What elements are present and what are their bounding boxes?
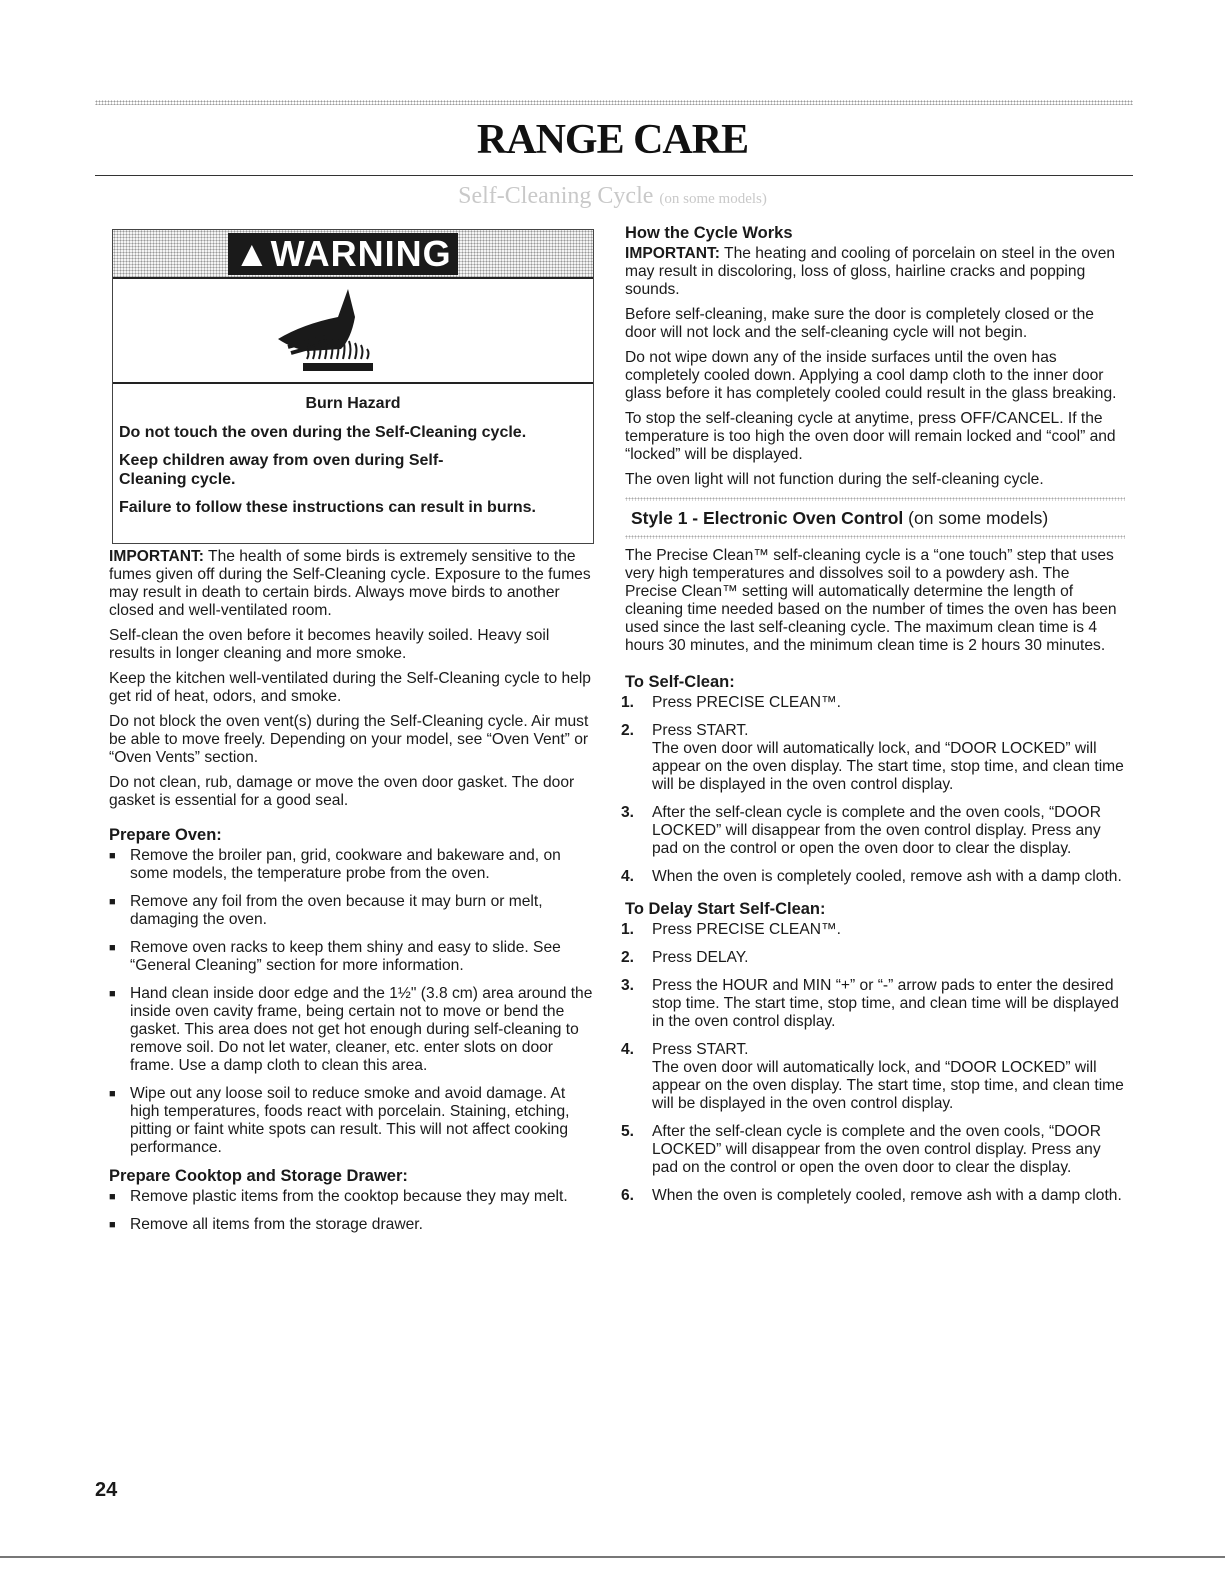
step-text: After the self-clean cycle is complete and the oven cools, “DOOR LOCKED” will disappear from the oven control display. Press any pad on the control or open the oven door to clear the display. [652, 804, 1101, 857]
paragraph: To stop the self-cleaning cycle at anytime, press OFF/CANCEL. If the temperature is too high the oven door will remain locked and “cool” and “locked” will be displayed. [625, 410, 1116, 463]
self-clean-steps [621, 694, 1125, 886]
bullet-item: ■ Remove the broiler pan, grid, cookware and bakeware and, on some models, the temperature probe from the oven. [109, 847, 594, 883]
hand-heat-icon [113, 279, 593, 382]
paragraph: Do not block the oven vent(s) during the Self-Cleaning cycle. Air must be able to move freely. Depending on your model, see “Oven Vent” or “Oven Vents” section. [109, 713, 589, 766]
prepare-cooktop-heading: Prepare Cooktop and Storage Drawer: [109, 1167, 408, 1185]
warning-line-3: Failure to follow these instructions can result in burns. [119, 499, 536, 516]
step-item [621, 1123, 1125, 1177]
page-number: 24 [95, 1479, 118, 1501]
step-number: 6. [621, 1187, 635, 1204]
step-item [621, 722, 1125, 794]
step-number: 2. [621, 722, 635, 739]
bullet-item: ■ Remove oven racks to keep them shiny and easy to slide. See “General Cleaning” section for more information. [109, 939, 594, 975]
bullet-item: ■ Hand clean inside door edge and the 1½" (3.8 cm) area around the inside oven cavity frame, being certain not to move or bend the gasket. This area does not get hot enough during self-cleaning to remove soil. Do not let water, cleaner, etc. enter slots on door frame. Use a damp cloth to clean this area. [109, 985, 594, 1075]
right-column [621, 224, 1125, 1215]
style-heading: Style 1 - Electronic Oven Control (on some models) [631, 508, 1049, 528]
burn-pictogram [113, 279, 593, 384]
warning-line-1: Do not touch the oven during the Self-Cleaning cycle. [119, 424, 527, 441]
bullet-item: ■ Wipe out any loose soil to reduce smoke and avoid damage. At high temperatures, foods react with porcelain. Staining, etching, pitting or faint white spots can result. This will not affect cooking performance. [109, 1085, 594, 1157]
warning-hazard: Burn Hazard [305, 395, 401, 412]
left-column [109, 548, 594, 1244]
self-clean-heading: To Self-Clean: [625, 673, 735, 691]
step-item [621, 1187, 1125, 1205]
step-item [621, 949, 1125, 967]
section-title-text: Self-Cleaning Cycle [458, 183, 654, 209]
step-item [621, 1041, 1125, 1113]
step-item [621, 921, 1125, 939]
step-text: Press START. [652, 1041, 749, 1058]
porcelain-important: IMPORTANT: The heating and cooling of porcelain on steel in the oven may result in discoloring, loss of gloss, hairline cracks and popping sounds. [625, 245, 1116, 298]
bottom-edge-line [0, 1556, 1225, 1558]
bullet-item: ■ Remove plastic items from the cooktop because they may melt. [109, 1188, 594, 1206]
warning-label: ▲WARNING [228, 233, 458, 275]
step-number: 4. [621, 868, 635, 885]
paragraph: Do not clean, rub, damage or move the oven door gasket. The door gasket is essential for a good seal. [109, 774, 575, 809]
delay-start-steps [621, 921, 1125, 1205]
prepare-oven-list [109, 847, 594, 1157]
dotted-separator [625, 497, 1125, 501]
step-number: 3. [621, 977, 635, 994]
bullet-item: ■ Remove any foil from the oven because it may burn or melt, damaging the oven. [109, 893, 594, 929]
how-cycle-works-heading: How the Cycle Works [625, 224, 793, 242]
prepare-cooktop-list [109, 1188, 594, 1234]
paragraph: The oven light will not function during the self-cleaning cycle. [625, 471, 1044, 488]
step-number: 1. [621, 921, 635, 938]
step-text: After the self-clean cycle is complete and the oven cools, “DOOR LOCKED” will disappear from the oven control display. Press any pad on the control or open the oven door to clear the display. [652, 1123, 1101, 1176]
warning-box [112, 229, 594, 544]
step-detail: The oven door will automatically lock, and “DOOR LOCKED” will appear on the oven display. The start time, stop time, and clean time will be displayed in the oven control display. [652, 740, 1124, 793]
warning-header [113, 230, 593, 279]
title-rule [95, 175, 1133, 176]
step-number: 5. [621, 1123, 635, 1140]
warning-line-2: Keep children away from oven during Self-Cleaning cycle. [119, 452, 444, 488]
step-text: Press PRECISE CLEAN™. [652, 921, 841, 938]
step-text: When the oven is completely cooled, remove ash with a damp cloth. [652, 868, 1122, 885]
step-item [621, 804, 1125, 858]
paragraph: Before self-cleaning, make sure the door is completely closed or the door will not lock and the self-cleaning cycle will not begin. [625, 306, 1094, 341]
step-text: Press PRECISE CLEAN™. [652, 694, 841, 711]
section-title [0, 183, 1225, 210]
step-item [621, 694, 1125, 712]
bullet-item: ■ Remove all items from the storage drawer. [109, 1216, 594, 1234]
step-text: Press START. [652, 722, 749, 739]
prepare-oven-heading: Prepare Oven: [109, 826, 222, 844]
dotted-separator [625, 535, 1125, 539]
step-item [621, 868, 1125, 886]
section-title-note: (on some models) [659, 191, 767, 207]
step-number: 3. [621, 804, 635, 821]
step-item [621, 977, 1125, 1031]
step-number: 4. [621, 1041, 635, 1058]
step-number: 2. [621, 949, 635, 966]
page-title: RANGE CARE [476, 117, 749, 163]
step-text: Press the HOUR and MIN “+” or “-” arrow pads to enter the desired stop time. The start time, stop time, and clean time will be displayed in the oven control display. [652, 977, 1119, 1030]
step-number: 1. [621, 694, 635, 711]
step-detail: The oven door will automatically lock, and “DOOR LOCKED” will appear on the oven display. The start time, stop time, and clean time will be displayed in the oven control display. [652, 1059, 1124, 1112]
step-text: When the oven is completely cooled, remove ash with a damp cloth. [652, 1187, 1122, 1204]
paragraph: Keep the kitchen well-ventilated during the Self-Cleaning cycle to help get rid of heat, odors, and smoke. [109, 670, 591, 705]
delay-start-heading: To Delay Start Self-Clean: [625, 900, 826, 918]
step-text: Press DELAY. [652, 949, 749, 966]
paragraph: Do not wipe down any of the inside surfaces until the oven has completely cooled down. Applying a cool damp cloth to the inner door glass before it has completely cooled could result in the glass breaking. [625, 349, 1117, 402]
top-dotted-rule [95, 100, 1133, 105]
paragraph: Self-clean the oven before it becomes heavily soiled. Heavy soil results in longer cleaning and more smoke. [109, 627, 550, 662]
warning-text [113, 384, 593, 517]
birds-important: IMPORTANT: The health of some birds is extremely sensitive to the fumes given off during the Self-Cleaning cycle. Exposure to the fumes may result in death to certain birds. Always move birds to another closed and well-ventilated room. [109, 548, 591, 619]
precise-clean-description: The Precise Clean™ self-cleaning cycle is a “one touch” step that uses very high temperatures and dissolves soil to a powdery ash. The Precise Clean™ setting will automatically determine the length of cleaning time needed based on the number of times the oven has been used since the last self-cleaning cycle. The maximum clean time is 4 hours 30 minutes, and the minimum clean time is 2 hours 30 minutes. [625, 547, 1117, 654]
